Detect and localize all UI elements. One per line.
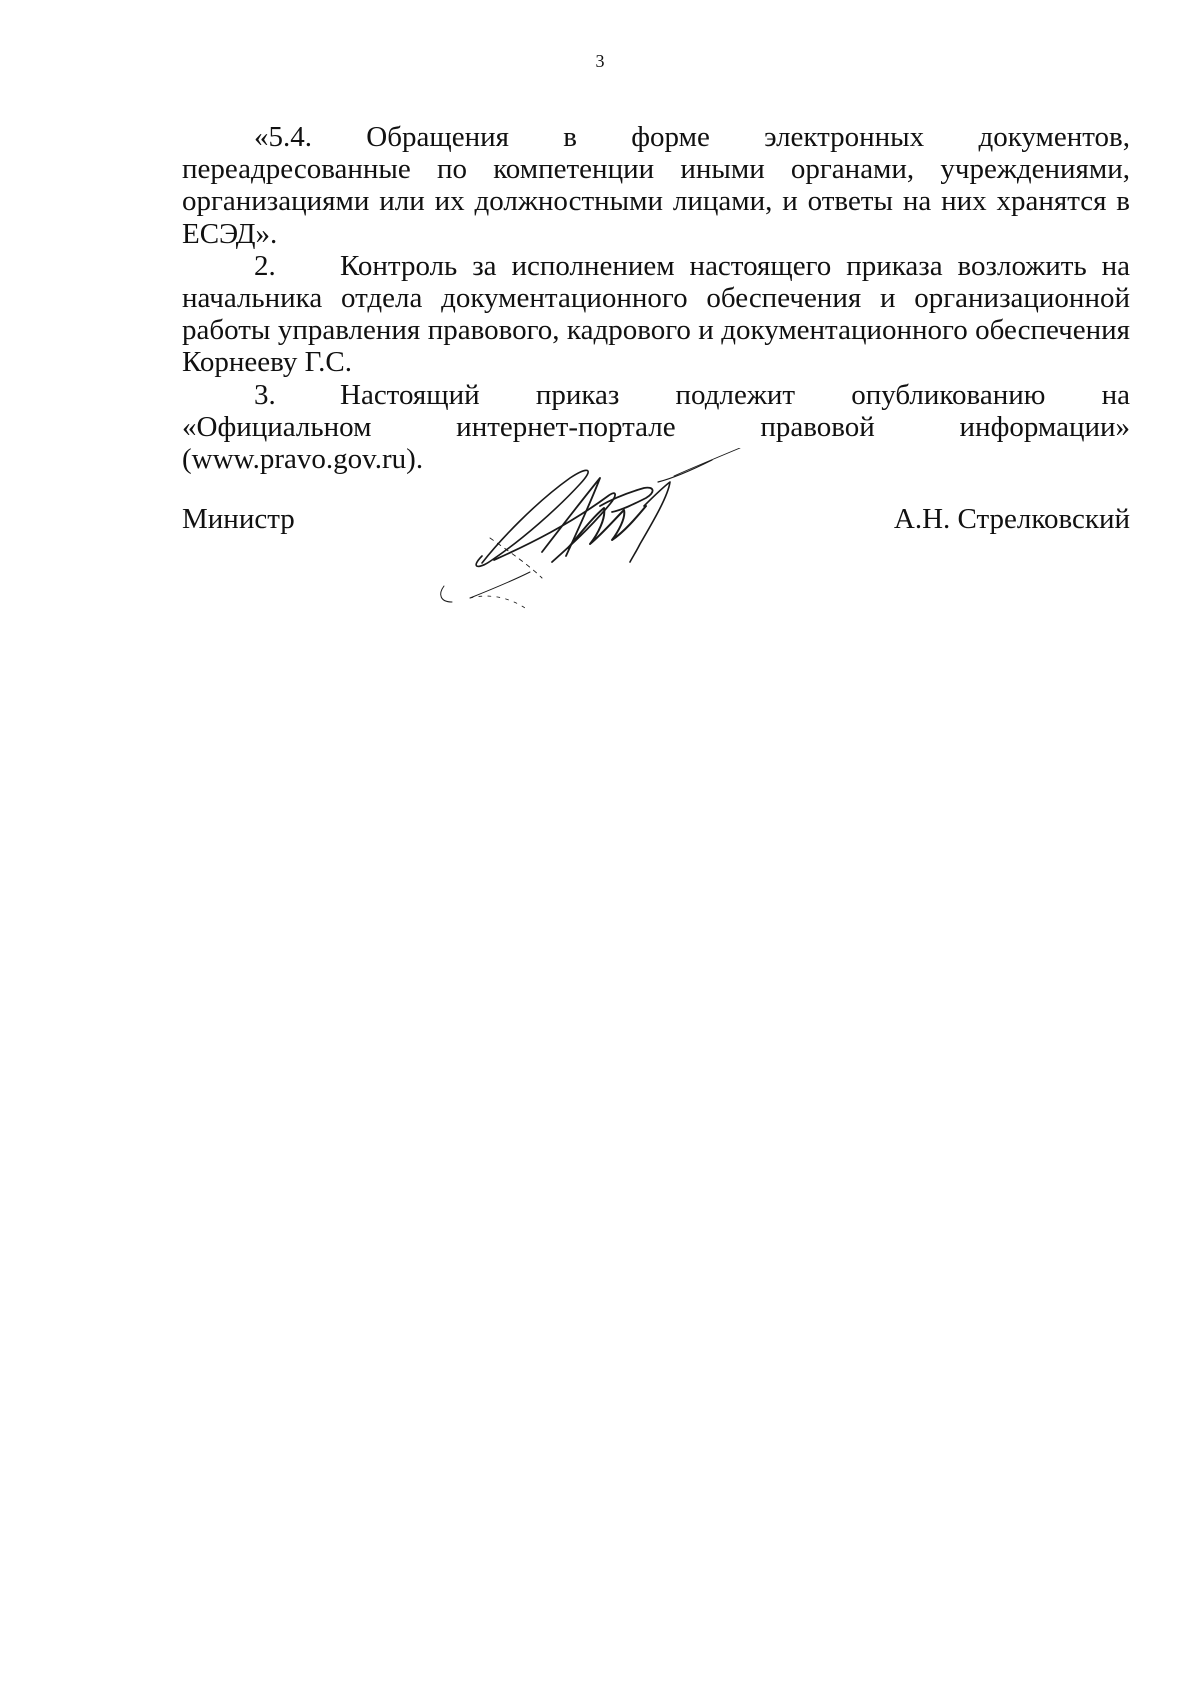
paragraph-2 <box>182 250 1130 379</box>
paragraph-number: 2. <box>254 249 276 282</box>
document-body <box>182 121 1130 475</box>
paragraph-text: Контроль за исполнением настоящего приказа возложить на начальника отдела документационного обеспечения и организационной работы управления правового, кадрового и документационного обеспечения Корнееву Г.С. <box>182 249 1130 379</box>
paragraph-5-4 <box>182 121 1130 250</box>
page-number: 3 <box>595 51 605 71</box>
signer-name: А.Н. Стрелковский <box>893 503 1130 535</box>
signer-title: Министр <box>182 503 295 535</box>
paragraph-text: «5.4. Обращения в форме электронных документов, переадресованные по компетенции иными органами, учреждениями, организациями или их должностными лицами, и ответы на них хранятся в ЕСЭД». <box>182 121 1130 250</box>
handwritten-signature <box>430 448 780 618</box>
paragraph-number: 3. <box>254 378 276 411</box>
paragraph-text: Настоящий приказ подлежит опубликованию на «Официальном интернет-портале правовой информации» (www.pravo.gov.ru). <box>182 378 1130 476</box>
